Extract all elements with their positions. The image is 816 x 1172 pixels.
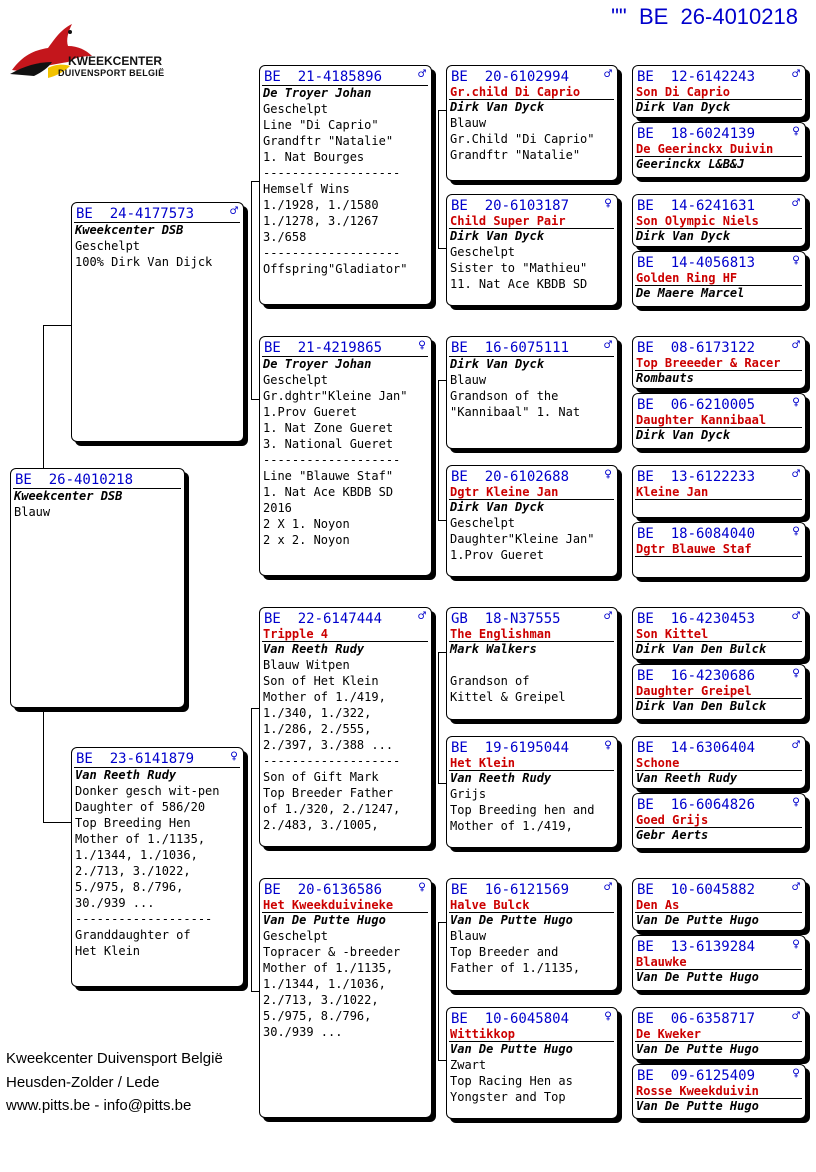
ring-number-row <box>260 608 431 627</box>
ring-number: BE 16-6121569 <box>451 882 570 898</box>
pigeon-info-line: Mother of 1./1135, <box>75 832 206 846</box>
pedigree-card-gen4[interactable] <box>632 1064 806 1119</box>
pigeon-info-line: 30./939 ... <box>75 896 155 910</box>
pigeon-info-line: Blauw <box>450 929 487 943</box>
ring-number: BE 26-4010218 <box>15 472 134 488</box>
pigeon-info-line: Grandftr "Natalie" <box>263 134 394 148</box>
pigeon-name: Child Super Pair <box>450 214 566 228</box>
ring-number: BE 13-6139284 <box>637 939 756 955</box>
pigeon-info-line: 5./975, 8./796, <box>75 880 184 894</box>
breeder-name: Mark Walkers <box>450 642 537 656</box>
male-symbol-icon: ♂ <box>792 880 800 895</box>
pigeon-info-line: Daughter"Kleine Jan" <box>450 532 595 546</box>
breeder-name: De Troyer Johan <box>263 357 372 371</box>
ring-number: BE 13-6122233 <box>637 469 756 485</box>
ring-number: GB 18-N37555 <box>451 611 561 627</box>
pedigree-card-gen3[interactable] <box>446 1007 618 1119</box>
pigeon-name: Gr.child Di Caprio <box>450 85 581 99</box>
female-symbol-icon: ♀ <box>792 253 800 268</box>
pigeon-info-line: Geschelpt <box>75 239 141 253</box>
ring-number: BE 16-6075111 <box>451 340 570 356</box>
pedigree-card-subject[interactable] <box>10 468 185 708</box>
breeder-name: Van De Putte Hugo <box>636 1099 759 1113</box>
female-symbol-icon: ♀ <box>230 749 238 764</box>
pigeon-name: The Englishman <box>450 627 552 641</box>
divider <box>635 556 802 557</box>
pigeon-info-line: Offspring"Gladiator" <box>263 262 408 276</box>
pigeon-info-line: 2016 <box>263 501 292 515</box>
connector <box>43 325 44 468</box>
pigeon-info-line: Mother of 1./419, <box>450 819 573 833</box>
pedigree-card-gen3[interactable] <box>446 194 618 306</box>
connector <box>43 325 71 326</box>
pigeon-info-line: Geschelpt <box>263 373 329 387</box>
pigeon-info-line: Het Klein <box>75 944 141 958</box>
pigeon-info-line: Geschelpt <box>263 102 329 116</box>
ring-number: BE 24-4177573 <box>76 206 195 222</box>
pigeon-info-line: 1./1344, 1./1036, <box>263 977 386 991</box>
male-symbol-icon: ♂ <box>792 609 800 624</box>
ring-number: BE 12-6142243 <box>637 69 756 85</box>
pedigree-card-gen4[interactable] <box>632 522 806 578</box>
breeder-name: Van De Putte Hugo <box>450 1042 573 1056</box>
pigeon-name: Son Olympic Niels <box>636 214 759 228</box>
pigeon-info-line: Grandftr "Natalie" <box>450 148 581 162</box>
breeder-name: Geerinckx L&B&J <box>636 157 745 171</box>
ring-number-row <box>633 394 805 413</box>
pigeon-info-line: Donker gesch wit-pen <box>75 784 220 798</box>
connector <box>438 110 439 248</box>
breeder-name: Van Reeth Rudy <box>636 771 738 785</box>
pedigree-card-gen4[interactable] <box>632 393 806 449</box>
pigeon-info-line: Blauw <box>450 373 487 387</box>
pedigree-card-gen3[interactable] <box>446 336 618 449</box>
male-symbol-icon: ♂ <box>792 338 800 353</box>
pigeon-info-line: 1./1344, 1./1036, <box>75 848 198 862</box>
pigeon-name: Schone <box>636 756 680 770</box>
ring-number-row <box>633 466 805 485</box>
pigeon-info-line: 2./713, 3./1022, <box>263 993 379 1007</box>
breeder-name: Van De Putte Hugo <box>263 913 386 927</box>
connector <box>438 922 446 923</box>
pedigree-card-gen3[interactable] <box>446 65 618 181</box>
female-symbol-icon: ♀ <box>418 880 426 895</box>
pigeon-name: Blauwke <box>636 955 687 969</box>
ring-number-row <box>633 665 805 684</box>
ring-number: BE 21-4219865 <box>264 340 383 356</box>
pigeon-info-line: 30./939 ... <box>263 1025 343 1039</box>
pedigree-card-gen4[interactable] <box>632 664 806 720</box>
pedigree-card-gen4[interactable] <box>632 336 806 389</box>
male-symbol-icon: ♂ <box>604 880 612 895</box>
pigeon-info-line: Top Breeding hen and <box>450 803 595 817</box>
ring-number: BE 14-4056813 <box>637 255 756 271</box>
pigeon-info-line: Geschelpt <box>450 516 516 530</box>
female-symbol-icon: ♀ <box>604 1009 612 1024</box>
connector <box>251 181 259 182</box>
pigeon-name: Son Kittel <box>636 627 709 641</box>
connector <box>438 922 439 1060</box>
ring-number-row <box>633 523 805 542</box>
female-symbol-icon: ♀ <box>792 666 800 681</box>
ring-number-row <box>260 337 431 356</box>
pedigree-card-gen3[interactable] <box>446 878 618 991</box>
breeder-name: Kweekcenter DSB <box>75 223 184 237</box>
male-symbol-icon: ♂ <box>792 196 800 211</box>
ring-number-row <box>633 936 805 955</box>
ring-number: BE 06-6358717 <box>637 1011 756 1027</box>
pigeon-info-line: Topracer & -breeder <box>263 945 401 959</box>
ring-number: BE 06-6210005 <box>637 397 756 413</box>
pigeon-info-line: Top Breeding Hen <box>75 816 191 830</box>
pigeon-info-line <box>447 657 617 673</box>
breeder-name: Van De Putte Hugo <box>636 1042 759 1056</box>
pedigree-card-gen4[interactable] <box>632 122 806 178</box>
pigeon-info-line: 1./1928, 1./1580 <box>263 198 379 212</box>
breeder-name: De Troyer Johan <box>263 86 372 100</box>
pigeon-info-line: ------------------- <box>263 246 401 260</box>
ring-number-row <box>633 195 805 214</box>
ring-number-row <box>447 195 617 214</box>
pigeon-info-line: Geschelpt <box>263 929 329 943</box>
divider <box>635 499 802 500</box>
male-symbol-icon: ♂ <box>418 609 426 624</box>
pigeon-info-line: Kittel & Greipel <box>450 690 566 704</box>
pigeon-name: Daughter Kannibaal <box>636 413 767 427</box>
pedigree-card-gen4[interactable] <box>632 1007 806 1060</box>
pedigree-title: "" BE 26-4010218 <box>611 4 798 29</box>
footer-contact: www.pitts.be - info@pitts.be <box>6 1097 192 1114</box>
breeder-name: Van De Putte Hugo <box>636 970 759 984</box>
pedigree-card-gen3[interactable] <box>446 736 618 848</box>
pigeon-info-line: Mother of 1./1135, <box>263 961 394 975</box>
pigeon-info-line: ------------------- <box>263 166 401 180</box>
pigeon-info-line: Gr.dghtr"Kleine Jan" <box>263 389 408 403</box>
breeder-name: Dirk Van Den Bulck <box>636 699 767 713</box>
ring-number: BE 21-4185896 <box>264 69 383 85</box>
female-symbol-icon: ♀ <box>604 467 612 482</box>
pigeon-info-line: "Kannibaal" 1. Nat <box>450 405 581 419</box>
pedigree-card-gen4[interactable] <box>632 607 806 660</box>
connector <box>251 708 252 991</box>
breeder-name: Van Reeth Rudy <box>263 642 365 656</box>
ring-number-row <box>447 1008 617 1027</box>
male-symbol-icon: ♂ <box>230 204 238 219</box>
pigeon-name: Halve Bulck <box>450 898 530 912</box>
pigeon-name: Rosse Kweekduivin <box>636 1084 759 1098</box>
pedigree-card-dam-dam[interactable] <box>259 878 432 1118</box>
ring-number: BE 10-6045882 <box>637 882 756 898</box>
pigeon-info-line: 1.Prov Gueret <box>263 405 357 419</box>
connector <box>438 1060 446 1061</box>
ring-number-row <box>447 466 617 485</box>
pigeon-info-line: 2./483, 3./1005, <box>263 818 379 832</box>
pigeon-info-line: Son of Gift Mark <box>263 770 379 784</box>
pigeon-name: Den As <box>636 898 680 912</box>
female-symbol-icon: ♀ <box>792 395 800 410</box>
breeder-name: Kweekcenter DSB <box>14 489 123 503</box>
ring-number-row <box>633 794 805 813</box>
ring-number-row <box>633 1065 805 1084</box>
pigeon-info-line: Yongster and Top <box>450 1090 566 1104</box>
pigeon-info-line: Grandson of the <box>450 389 559 403</box>
pigeon-info-line: 1./340, 1./322, <box>263 706 372 720</box>
ring-number: BE 16-6064826 <box>637 797 756 813</box>
connector <box>438 783 446 784</box>
breeder-name: Gebr Aerts <box>636 828 709 842</box>
breeder-name: Dirk Van Dyck <box>636 229 730 243</box>
ring-number-row <box>447 66 617 85</box>
breeder-name: Van De Putte Hugo <box>636 913 759 927</box>
ring-number: BE 20-6103187 <box>451 198 570 214</box>
ring-number-row <box>633 1008 805 1027</box>
pedigree-card-gen4[interactable] <box>632 251 806 307</box>
pedigree-card-gen3[interactable] <box>446 465 618 577</box>
pigeon-info-line: 11. Nat Ace KBDB SD <box>450 277 588 291</box>
pigeon-info-line: 3./658 <box>263 230 307 244</box>
pigeon-info-line: Line "Blauwe Staf" <box>263 469 394 483</box>
pedigree-card-dam-sire[interactable] <box>259 607 432 847</box>
male-symbol-icon: ♂ <box>604 609 612 624</box>
pigeon-info-line: Grandson of <box>450 674 530 688</box>
pigeon-info-line: 1. Nat Zone Gueret <box>263 421 394 435</box>
pigeon-info-line: Blauw <box>450 116 487 130</box>
ring-number: BE 22-6147444 <box>264 611 383 627</box>
connector <box>43 822 71 823</box>
pigeon-info-line: Top Racing Hen as <box>450 1074 573 1088</box>
male-symbol-icon: ♂ <box>792 738 800 753</box>
female-symbol-icon: ♀ <box>792 937 800 952</box>
ring-number: BE 14-6241631 <box>637 198 756 214</box>
breeder-name: Van De Putte Hugo <box>450 913 573 927</box>
pigeon-name: Son Di Caprio <box>636 85 730 99</box>
pigeon-info-line: Zwart <box>450 1058 487 1072</box>
connector <box>43 708 44 822</box>
pigeon-info-line: 2 x 2. Noyon <box>263 533 350 547</box>
breeder-name: Van Reeth Rudy <box>75 768 177 782</box>
pigeon-name: Daughter Greipel <box>636 684 752 698</box>
pedigree-card-dam[interactable] <box>71 747 244 987</box>
pedigree-card-gen4[interactable] <box>632 194 806 247</box>
breeder-name: Dirk Van Dyck <box>450 229 544 243</box>
pigeon-info-line: ------------------- <box>263 453 401 467</box>
pigeon-info-line: 1.Prov Gueret <box>450 548 544 562</box>
connector <box>251 708 259 709</box>
pigeon-info-line: Geschelpt <box>450 245 516 259</box>
male-symbol-icon: ♂ <box>604 338 612 353</box>
pigeon-name: Dgtr Blauwe Staf <box>636 542 752 556</box>
pigeon-info-line: Granddaughter of <box>75 928 191 942</box>
pedigree-card-gen3[interactable] <box>446 607 618 720</box>
connector <box>438 380 439 520</box>
connector <box>438 652 439 783</box>
footer-location: Heusden-Zolder / Lede <box>6 1074 160 1091</box>
ring-number-row <box>633 66 805 85</box>
connector <box>251 181 252 399</box>
connector <box>251 991 259 992</box>
pigeon-info-line: 5./975, 8./796, <box>263 1009 372 1023</box>
male-symbol-icon: ♂ <box>792 467 800 482</box>
female-symbol-icon: ♀ <box>418 338 426 353</box>
pigeon-name: Golden Ring HF <box>636 271 738 285</box>
breeder-name: Dirk Van Dyck <box>450 500 544 514</box>
pigeon-info-line: of 1./320, 2./1247, <box>263 802 401 816</box>
pigeon-info-line: ------------------- <box>75 912 213 926</box>
pedigree-card-gen4[interactable] <box>632 793 806 849</box>
pedigree-card-gen4[interactable] <box>632 935 806 991</box>
pigeon-info-line: Grijs <box>450 787 487 801</box>
ring-number-row <box>633 252 805 271</box>
ring-number-row <box>447 737 617 756</box>
ring-number: BE 19-6195044 <box>451 740 570 756</box>
pigeon-info-line: Blauw Witpen <box>263 658 350 672</box>
pigeon-info-line: 2./397, 3./388 ... <box>263 738 394 752</box>
pigeon-info-line: Gr.Child "Di Caprio" <box>450 132 595 146</box>
ring-number-row <box>633 879 805 898</box>
ring-number: BE 23-6141879 <box>76 751 195 767</box>
ring-number: BE 09-6125409 <box>637 1068 756 1084</box>
kweekcenter-logo <box>8 18 178 80</box>
pigeon-info-line: 1. Nat Bourges <box>263 150 365 164</box>
pigeon-info-line: 2 X 1. Noyon <box>263 517 350 531</box>
breeder-name: Dirk Van Dyck <box>636 428 730 442</box>
pigeon-name: Het Kweekduivineke <box>263 898 394 912</box>
male-symbol-icon: ♂ <box>604 67 612 82</box>
ring-number: BE 10-6045804 <box>451 1011 570 1027</box>
ring-number: BE 18-6084040 <box>637 526 756 542</box>
pedigree-card-gen4[interactable] <box>632 878 806 931</box>
breeder-name: Dirk Van Dyck <box>450 100 544 114</box>
female-symbol-icon: ♀ <box>604 196 612 211</box>
male-symbol-icon: ♂ <box>418 67 426 82</box>
pigeon-info-line: Son of Het Klein <box>263 674 379 688</box>
pedigree-card-sire-sire[interactable] <box>259 65 432 305</box>
female-symbol-icon: ♀ <box>792 1066 800 1081</box>
ring-number-row <box>447 337 617 356</box>
pigeon-info-line: 1./1278, 3./1267 <box>263 214 379 228</box>
pigeon-info-line: Mother of 1./419, <box>263 690 386 704</box>
female-symbol-icon: ♀ <box>792 524 800 539</box>
breeder-name: Dirk Van Dyck <box>636 100 730 114</box>
pigeon-info-line: Top Breeder and <box>450 945 559 959</box>
pedigree-card-sire-dam[interactable] <box>259 336 432 576</box>
female-symbol-icon: ♀ <box>792 795 800 810</box>
ring-number: BE 16-4230453 <box>637 611 756 627</box>
pigeon-name: Kleine Jan <box>636 485 709 499</box>
ring-number-row <box>447 879 617 898</box>
pigeon-name: Top Breeeder & Racer <box>636 356 781 370</box>
ring-number: BE 14-6306404 <box>637 740 756 756</box>
ring-number-row <box>11 469 184 488</box>
ring-number-row <box>633 737 805 756</box>
logo-line1: KWEEKCENTER <box>68 54 163 68</box>
logo-line2: DUIVENSPORT BELGIË <box>58 68 165 78</box>
ring-number: BE 16-4230686 <box>637 668 756 684</box>
ring-number-row <box>72 203 243 222</box>
breeder-name: Rombauts <box>636 371 694 385</box>
pigeon-name: Tripple 4 <box>263 627 329 641</box>
female-symbol-icon: ♀ <box>792 124 800 139</box>
ring-number-row <box>447 608 617 627</box>
pigeon-info-line: Sister to "Mathieu" <box>450 261 588 275</box>
ring-number: BE 20-6102994 <box>451 69 570 85</box>
connector <box>251 399 259 400</box>
connector <box>438 380 446 381</box>
pigeon-info-line: 1. Nat Ace KBDB SD <box>263 485 394 499</box>
ring-number-row <box>72 748 243 767</box>
ring-number: BE 18-6024139 <box>637 126 756 142</box>
ring-number: BE 20-6102688 <box>451 469 570 485</box>
breeder-name: Dirk Van Dyck <box>450 357 544 371</box>
connector <box>438 110 446 111</box>
female-symbol-icon: ♀ <box>604 738 612 753</box>
male-symbol-icon: ♂ <box>792 67 800 82</box>
pigeon-name: De Geerinckx Duivin <box>636 142 774 156</box>
pigeon-name: Het Klein <box>450 756 516 770</box>
ring-number-row <box>260 879 431 898</box>
ring-number: BE 08-6173122 <box>637 340 756 356</box>
ring-number-row <box>633 337 805 356</box>
ring-number-row <box>633 608 805 627</box>
connector <box>438 652 446 653</box>
pigeon-name: Dgtr Kleine Jan <box>450 485 559 499</box>
breeder-name: De Maere Marcel <box>636 286 745 300</box>
pigeon-info-line: Blauw <box>14 505 51 519</box>
breeder-name: Dirk Van Den Bulck <box>636 642 767 656</box>
ring-number: BE 20-6136586 <box>264 882 383 898</box>
footer-org: Kweekcenter Duivensport België <box>6 1050 223 1067</box>
pedigree-card-gen4[interactable] <box>632 465 806 518</box>
pigeon-name: Goed Grijs <box>636 813 709 827</box>
pedigree-card-sire[interactable] <box>71 202 244 442</box>
connector <box>438 520 446 521</box>
ring-number-row <box>633 123 805 142</box>
pigeon-name: Wittikkop <box>450 1027 516 1041</box>
pedigree-card-gen4[interactable] <box>632 65 806 118</box>
ring-number-row <box>260 66 431 85</box>
pigeon-name: De Kweker <box>636 1027 702 1041</box>
pigeon-info-line: 2./713, 3./1022, <box>75 864 191 878</box>
pigeon-info-line: ------------------- <box>263 754 401 768</box>
connector <box>438 248 446 249</box>
pigeon-info-line: 3. National Gueret <box>263 437 394 451</box>
breeder-name: Van Reeth Rudy <box>450 771 552 785</box>
pigeon-info-line: 1./286, 2./555, <box>263 722 372 736</box>
pigeon-info-line: Line "Di Caprio" <box>263 118 379 132</box>
pigeon-info-line: Hemself Wins <box>263 182 350 196</box>
pigeon-info-line: Father of 1./1135, <box>450 961 581 975</box>
pigeon-info-line: 100% Dirk Van Dijck <box>75 255 213 269</box>
pigeon-info-line: Daughter of 586/20 <box>75 800 206 814</box>
male-symbol-icon: ♂ <box>792 1009 800 1024</box>
pedigree-card-gen4[interactable] <box>632 736 806 789</box>
pigeon-info-line: Top Breeder Father <box>263 786 394 800</box>
